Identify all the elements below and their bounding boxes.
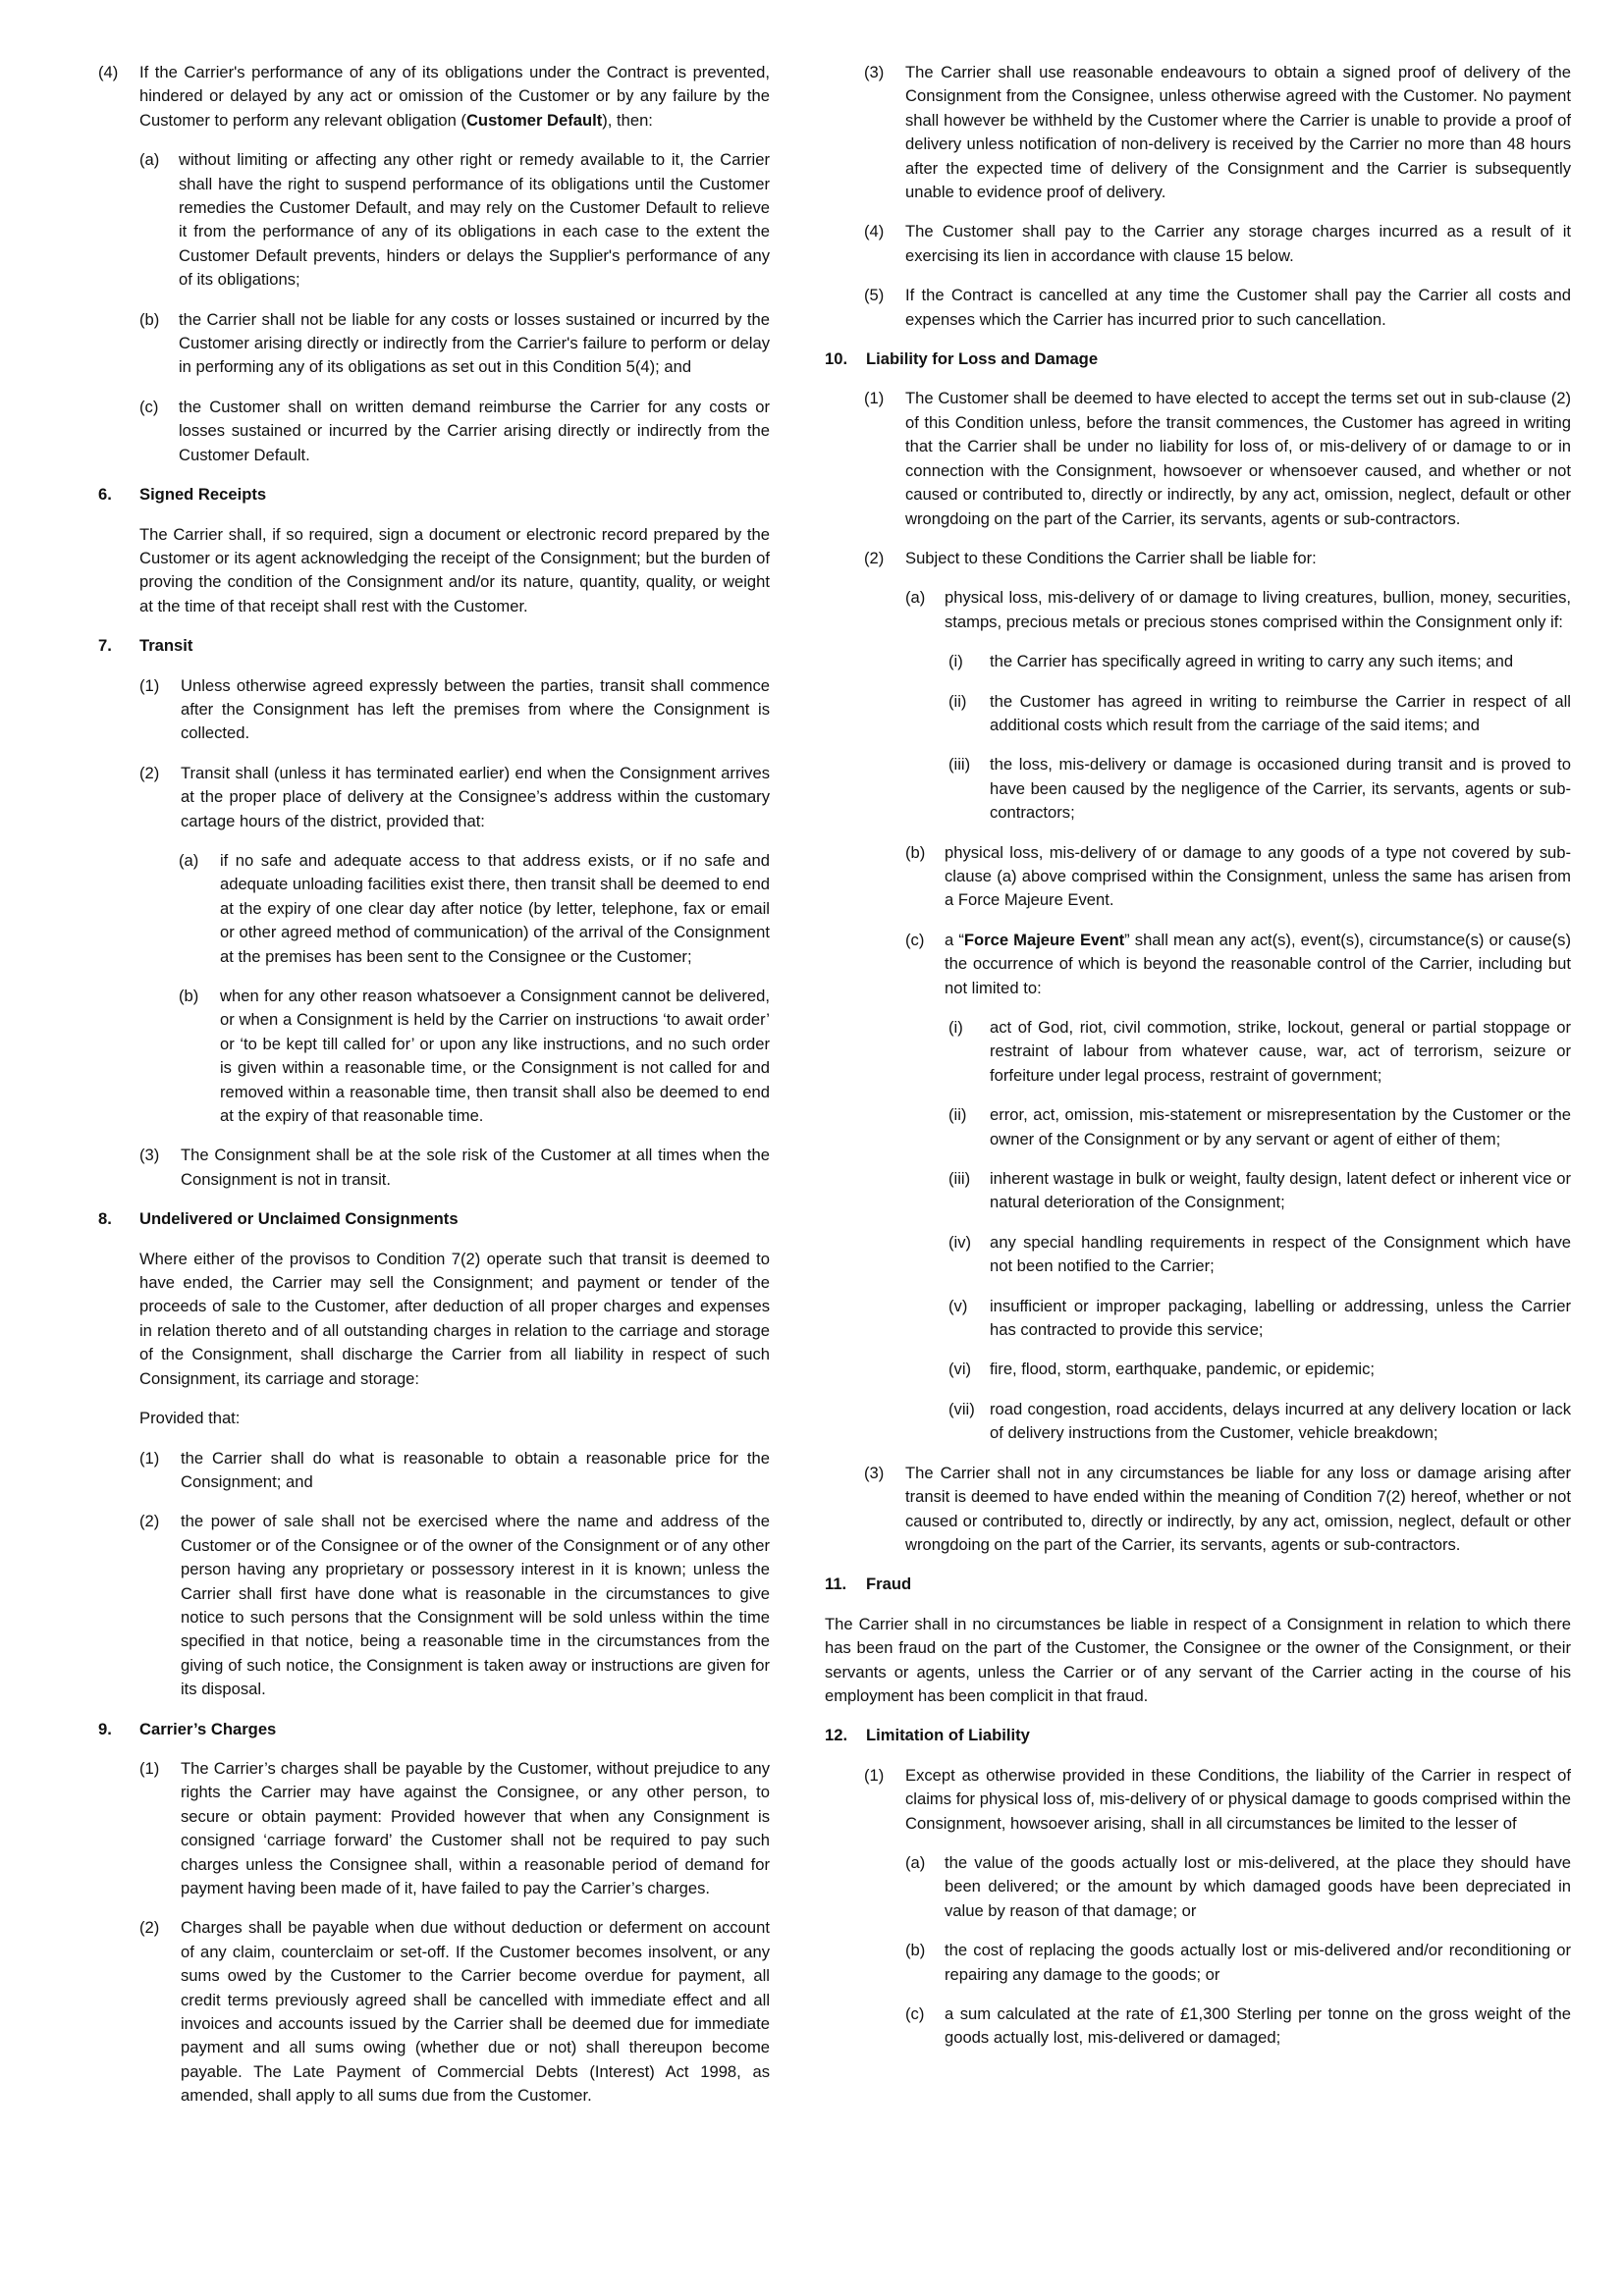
clause-10-2-c — [905, 929, 1571, 1000]
clause-number: (4) — [98, 63, 119, 81]
clause-text: fire, flood, storm, earthquake, pandemic, or epidemic; — [990, 1360, 1375, 1379]
clause-5-4 — [98, 61, 770, 133]
clause-number: (a) — [905, 1852, 926, 1872]
left-column — [98, 61, 770, 2124]
clause-text: when for any other reason whatsoever a Consignment cannot be delivered, or when a Consignment is held by the Carrier on instructions ‘to await order’ or ‘to be kept till called for’ or upon any like instructions, and no such order is given within a reasonable time, or the Consignment is not called for and removed within a reasonable time, then transit shall also be deemed to end at the expiry of that reasonable time. — [220, 987, 770, 1126]
clause-number: (iv) — [948, 1232, 972, 1252]
clause-text: Except as otherwise provided in these Conditions, the liability of the Carrier in respect of claims for physical loss of, mis-delivery of or physical damage to goods comprised within the Consignment, howsoever arising, shall in all circumstances be limited to the lesser of — [905, 1765, 1571, 1833]
clause-text: the cost of replacing the goods actually lost or mis-delivered and/or reconditioning or repairing any damage to the goods; or — [945, 1941, 1571, 1984]
clause-text: The Customer shall be deemed to have elected to accept the terms set out in sub-clause (2) of this Condition unless, before the transit commences, the Customer has agreed in writing that the Carrier shall be under no liability for loss of, or mis-delivery of or damage to or in connection with the Consignment, howsoever or whensoever caused, and whether or not caused or contributed to, directly or indirectly, by any act, omission, neglect, default or other wrongdoing on the part of the Carrier, its servants, agents or sub-contractors. — [905, 389, 1571, 528]
clause-text: Unless otherwise agreed expressly between the parties, transit shall commence after the Consignment has left the premises from where the Consignment is collected. — [181, 675, 770, 743]
clause-text: the Customer shall on written demand reimburse the Carrier for any costs or losses sustained or incurred by the Carrier arising directly or indirectly from the Customer Default. — [179, 397, 770, 464]
clause-7-1 — [139, 674, 770, 746]
clause-10-2-c-i — [948, 1016, 1571, 1088]
clause-5-4-a — [139, 148, 770, 292]
clause-number: (3) — [864, 63, 885, 81]
clause-text: if no safe and adequate access to that address exists, or if no safe and adequate unloading facilities exist there, then transit shall be deemed to end at the expiry of one clear day after notice (by letter, telephone, fax or email or other agreed method of communication) of the arrival of the Consignment at the premises has been sent to the Consignee or the Customer; — [220, 850, 770, 966]
clause-7-2 — [139, 762, 770, 833]
section-heading-10: 10. Liability for Loss and Damage — [825, 349, 1099, 369]
clause-number: (3) — [864, 1463, 885, 1482]
clause-number: (5) — [864, 286, 885, 305]
clause-number: (vii) — [948, 1399, 975, 1418]
clause-10-2-c-iv — [948, 1231, 1571, 1279]
clause-text: the Customer has agreed in writing to reimburse the Carrier in respect of all additional costs which result from the carriage of the said items; and — [990, 691, 1571, 734]
clause-number: (b) — [139, 309, 160, 329]
clause-9-3 — [864, 61, 1571, 204]
clause-10-2-b — [905, 841, 1571, 913]
section-11-text: The Carrier shall in no circumstances be liable in respect of a Consignment in relation to which there has been fraud on the part of the Customer, the Consignee or the owner of the Consignment, or their servants or agents, unless the Carrier or of any servant of the Carrier acting in the course of his employment has been complicit in that fraud. — [825, 1614, 1571, 1705]
section-heading-7: 7. Transit — [98, 636, 193, 656]
clause-number: (2) — [139, 1918, 160, 1938]
clause-text: Transit shall (unless it has terminated earlier) end when the Consignment arrives at the proper place of delivery at the Consignee’s address within the customary cartage hours of the district, provided that: — [181, 763, 770, 830]
clause-number: (1) — [139, 1448, 160, 1468]
clause-5-4-c — [139, 396, 770, 467]
clause-10-2-a-ii — [948, 690, 1571, 738]
clause-number: (c) — [139, 397, 159, 416]
clause-text: without limiting or affecting any other right or remedy available to it, the Carrier shall have the right to suspend performance of its obligations until the Customer remedies the Customer Default, and may rely on the Customer Default to relieve it from the performance of any of its obligations in each case to the extent the Customer Default prevents, hinders or delays the Supplier's performance of any of its obligations; — [179, 150, 770, 290]
clause-number: (ii) — [948, 1105, 967, 1125]
clause-text: The Carrier’s charges shall be payable by the Customer, without prejudice to any rights the Carrier may have against the Consignee, or any other person, to secure or obtain payment: Provided however that when any Consignment is consigned ‘carriage forward’ the Customer shall not be required to pay such charges unless the Consignee shall, within a reasonable period of demand for payment having been made of it, have failed to pay the Carrier’s charges. — [181, 1758, 770, 1897]
clause-number: (2) — [139, 1512, 160, 1531]
clause-10-2-a-iii — [948, 753, 1571, 825]
clause-7-3 — [139, 1144, 770, 1192]
clause-text: If the Contract is cancelled at any time the Customer shall pay the Carrier all costs and expenses which the Carrier has incurred prior to such cancellation. — [905, 286, 1571, 329]
clause-number: (1) — [864, 1765, 885, 1785]
clause-text: the value of the goods actually lost or mis-delivered, at the place they should have been delivered; or the amount by which damaged goods have been depreciated in value by reason of that damage; or — [945, 1852, 1571, 1920]
clause-text: a sum calculated at the rate of £1,300 Sterling per tonne on the gross weight of the goods actually lost, mis-delivered or damaged; — [945, 2004, 1571, 2048]
clause-text: insufficient or improper packaging, labelling or addressing, unless the Carrier has contracted to provide this service; — [990, 1296, 1571, 1340]
clause-10-1 — [864, 387, 1571, 530]
clause-number: (1) — [139, 1758, 160, 1778]
clause-text: the Carrier shall do what is reasonable to obtain a reasonable price for the Consignment; and — [181, 1448, 770, 1491]
clause-12-1 — [864, 1764, 1571, 1836]
section-6-text: The Carrier shall, if so required, sign a document or electronic record prepared by the Customer or its agent acknowledging the receipt of the Consignment; but the burden of proving the condition of the Consignment and/or its nature, quantity, quality, or weight at the time of that receipt shall rest with the Customer. — [139, 524, 770, 615]
clause-text: The Customer shall pay to the Carrier any storage charges incurred as a result of it exercising its lien in accordance with clause 15 below. — [905, 222, 1571, 265]
section-8-text: Where either of the provisos to Condition 7(2) operate such that transit is deemed to have ended, the Carrier may sell the Consignment; and payment or tender of the proceeds of sale to the Customer, after deduction of all proper charges and expenses in relation thereto and of all outstanding charges in relation to the carriage and storage of the Consignment, shall discharge the Carrier from all liability in respect of such Consignment, its carriage and storage: — [139, 1249, 770, 1388]
clause-10-2-c-vi — [948, 1358, 1571, 1381]
clause-number: (i) — [948, 1018, 963, 1037]
clause-8-2 — [139, 1510, 770, 1701]
clause-text: the Carrier has specifically agreed in writing to carry any such items; and — [990, 652, 1514, 671]
clause-number: (a) — [139, 150, 160, 170]
clause-7-2-a — [179, 849, 770, 969]
clause-number: (a) — [179, 850, 199, 870]
clause-number: (v) — [948, 1296, 968, 1315]
clause-number: (3) — [139, 1146, 160, 1165]
clause-text: physical loss, mis-delivery of or damage to living creatures, bullion, money, securities, stamps, precious metals or precious stones comprised within the Consignment only if: — [945, 588, 1571, 631]
clause-number: (vi) — [948, 1360, 972, 1379]
clause-text: the loss, mis-delivery or damage is occasioned during transit and is proved to have been caused by the negligence of the Carrier, its servants, agents or sub-contractors; — [990, 755, 1571, 823]
section-heading-12: 12. Limitation of Liability — [825, 1726, 1030, 1745]
clause-text: physical loss, mis-delivery of or damage to any goods of a type not covered by sub-clause (a) above comprised within the Consignment, unless the same has arisen from a Force Majeure Event. — [945, 842, 1571, 910]
clause-text: inherent wastage in bulk or weight, faulty design, latent defect or inherent vice or natural deterioration of the Consignment; — [990, 1169, 1571, 1212]
section-heading-9: 9. Carrier’s Charges — [98, 1719, 277, 1738]
clause-12-1-a — [905, 1851, 1571, 1923]
clause-number: (c) — [905, 2004, 925, 2023]
clause-10-2-c-v — [948, 1295, 1571, 1343]
clause-number: (2) — [139, 763, 160, 782]
clause-number: (iii) — [948, 1169, 971, 1189]
clause-number: (c) — [905, 930, 925, 949]
section-heading-11: 11. Fraud — [825, 1575, 912, 1594]
clause-9-5 — [864, 284, 1571, 332]
clause-text: any special handling requirements in respect of the Consignment which have not been notified to the Carrier; — [990, 1232, 1571, 1276]
clause-text: The Carrier shall use reasonable endeavours to obtain a signed proof of delivery of the Consignment from the Consignee, unless otherwise agreed with the Customer. No payment shall however be withheld by the Customer where the Carrier is unable to provide a proof of delivery unless notification of non-delivery is received by the Carrier no more than 48 hours after the expected time of delivery of the Consignment and the Carrier is subsequently unable to evidence proof of delivery. — [905, 63, 1571, 202]
clause-text: If the Carrier's performance of any of its obligations under the Contract is prevented, hindered or delayed by any act or omission of the Customer or by any failure by the Customer to perform any relevant obligation (Customer Default), then: — [139, 63, 770, 130]
clause-8-1 — [139, 1447, 770, 1495]
clause-text: road congestion, road accidents, delays incurred at any delivery location or lack of delivery instructions from the Customer, vehicle breakdown; — [990, 1399, 1571, 1443]
clause-text: a “Force Majeure Event” shall mean any act(s), event(s), circumstance(s) or cause(s) the occurrence of which is beyond the reasonable control of the Carrier, including but not limited to: — [945, 930, 1571, 997]
clause-number: (b) — [905, 842, 926, 862]
defined-term: Force Majeure Event — [963, 930, 1125, 949]
clause-7-2-b — [179, 985, 770, 1128]
clause-10-2-c-ii — [948, 1103, 1571, 1151]
right-column — [825, 61, 1571, 2066]
clause-number: (i) — [948, 652, 963, 671]
clause-10-2 — [864, 547, 1571, 570]
clause-10-2-a — [905, 586, 1571, 634]
clause-text: act of God, riot, civil commotion, strike, lockout, general or partial stoppage or restraint of labour from whatever cause, war, act of terrorism, seizure or forfeiture under legal process, restraint of government; — [990, 1018, 1571, 1085]
clause-number: (4) — [864, 222, 885, 241]
clause-number: (1) — [864, 389, 885, 408]
clause-text: The Carrier shall not in any circumstances be liable for any loss or damage arising after transit is deemed to have ended within the meaning of Condition 7(2) hereof, whether or not caused or contributed to, directly or indirectly, by any act, omission, neglect, default or other wrongdoing on the part of the Carrier, its servants, agents or sub-contractors. — [905, 1463, 1571, 1554]
clause-number: (iii) — [948, 755, 971, 774]
clause-text: the power of sale shall not be exercised where the name and address of the Customer or of the Consignee or of the owner of the Consignment or of any other person having any proprietary or possessory interest in it is known; unless the Carrier shall first have done what is reasonable in the circumstances to give notice to such persons that the Consignment will be sold unless within the time specified in that notice, being a reasonable time in the circumstances from the giving of such notice, the Consignment is taken away or instructions are given for its disposal. — [181, 1512, 770, 1699]
section-heading-8: 8. Undelivered or Unclaimed Consignments — [98, 1209, 459, 1229]
clause-text: the Carrier shall not be liable for any costs or losses sustained or incurred by the Customer arising directly or indirectly from the Carrier's failure to perform or delay in performing any of its obligations as set out in this Condition 5(4); and — [179, 309, 770, 377]
clause-number: (2) — [864, 548, 885, 567]
clause-10-2-c-iii — [948, 1167, 1571, 1215]
section-8-provided: Provided that: — [139, 1409, 241, 1428]
clause-number: (ii) — [948, 691, 967, 711]
clause-10-2-a-i — [948, 650, 1571, 673]
clause-number: (a) — [905, 588, 926, 608]
clause-text: Charges shall be payable when due without deduction or deferment on account of any claim, counterclaim or set-off. If the Customer becomes insolvent, or any sums owed by the Customer to the Carrier become overdue for payment, all credit terms previously agreed shall be cancelled with immediate effect and all invoices and accounts issued by the Carrier shall be deemed due for immediate payment and all sums owing (whether due or not) shall thereupon become payable. The Late Payment of Commercial Debts (Interest) Act 1998, as amended, shall apply to all sums due from the Customer. — [181, 1918, 770, 2106]
clause-number: (b) — [905, 1941, 926, 1960]
clause-12-1-b — [905, 1939, 1571, 1987]
clause-number: (b) — [179, 987, 199, 1005]
clause-text: error, act, omission, mis-statement or misrepresentation by the Customer or the owner of the Consignment or by any servant or agent of either of them; — [990, 1105, 1571, 1148]
clause-9-1 — [139, 1757, 770, 1900]
defined-term: Customer Default — [465, 110, 603, 130]
clause-12-1-c — [905, 2002, 1571, 2051]
clause-10-3 — [864, 1462, 1571, 1558]
section-heading-6: 6. Signed Receipts — [98, 485, 267, 505]
clause-9-4 — [864, 220, 1571, 268]
clause-number: (1) — [139, 675, 160, 695]
clause-text: Subject to these Conditions the Carrier shall be liable for: — [905, 548, 1317, 567]
clause-9-2 — [139, 1916, 770, 2108]
clause-text: The Consignment shall be at the sole risk of the Customer at all times when the Consignment is not in transit. — [181, 1146, 770, 1189]
clause-5-4-b — [139, 308, 770, 380]
clause-10-2-c-vii — [948, 1398, 1571, 1446]
